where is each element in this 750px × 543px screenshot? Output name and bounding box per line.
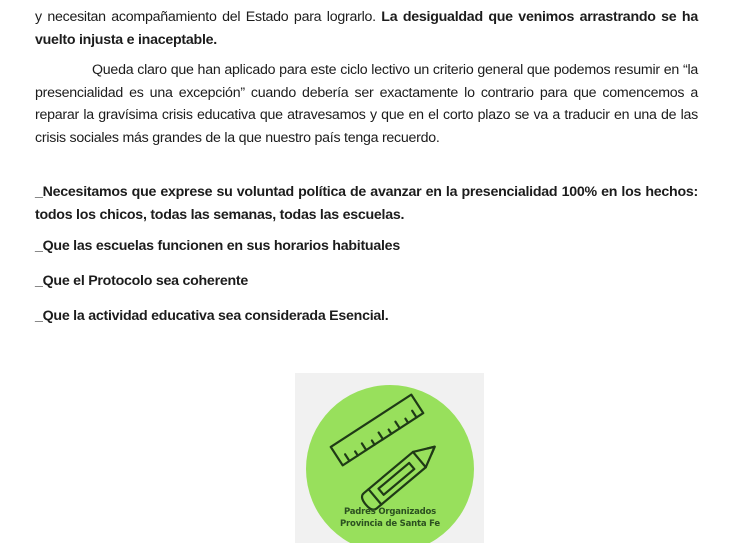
paragraph-inequality xyxy=(35,6,698,51)
logo-title: Padres Organizados xyxy=(343,507,437,517)
paragraph-criterion: Queda claro que han aplicado para este ciclo lectivo un criterio general que podemos resumir en “la presencialidad es una excepción” cuando debería ser exactamente lo contrario para que comencemos a reparar la gravísima crisis educativa que atravesamos y que en el corto plazo se va a traducir en una de las crisis sociales más grandes de la que nuestro país tenga recuerdo. xyxy=(35,62,698,146)
logo-subtitle: Provincia de Santa Fe xyxy=(340,519,440,529)
demand-item: _Que la actividad educativa sea considerada Esencial. xyxy=(35,308,389,324)
demand-item: _Necesitamos que exprese su voluntad política de avanzar en la presencialidad 100% en los hechos: todos los chicos, todas las semanas, todas las escuelas. xyxy=(35,184,698,223)
demand-item: _Que las escuelas funcionen en sus horarios habituales xyxy=(35,238,400,254)
logo-circle xyxy=(306,385,474,543)
paragraph-emphasis: La desigualdad que venimos arrastrando se ha vuelto injusta e inaceptable. xyxy=(35,9,698,48)
demand-item: _Que el Protocolo sea coherente xyxy=(35,273,249,289)
pencil-icon xyxy=(359,439,441,512)
paragraph-text: y necesitan acompañamiento del Estado para lograrlo. xyxy=(35,9,382,25)
organization-logo xyxy=(295,373,484,543)
